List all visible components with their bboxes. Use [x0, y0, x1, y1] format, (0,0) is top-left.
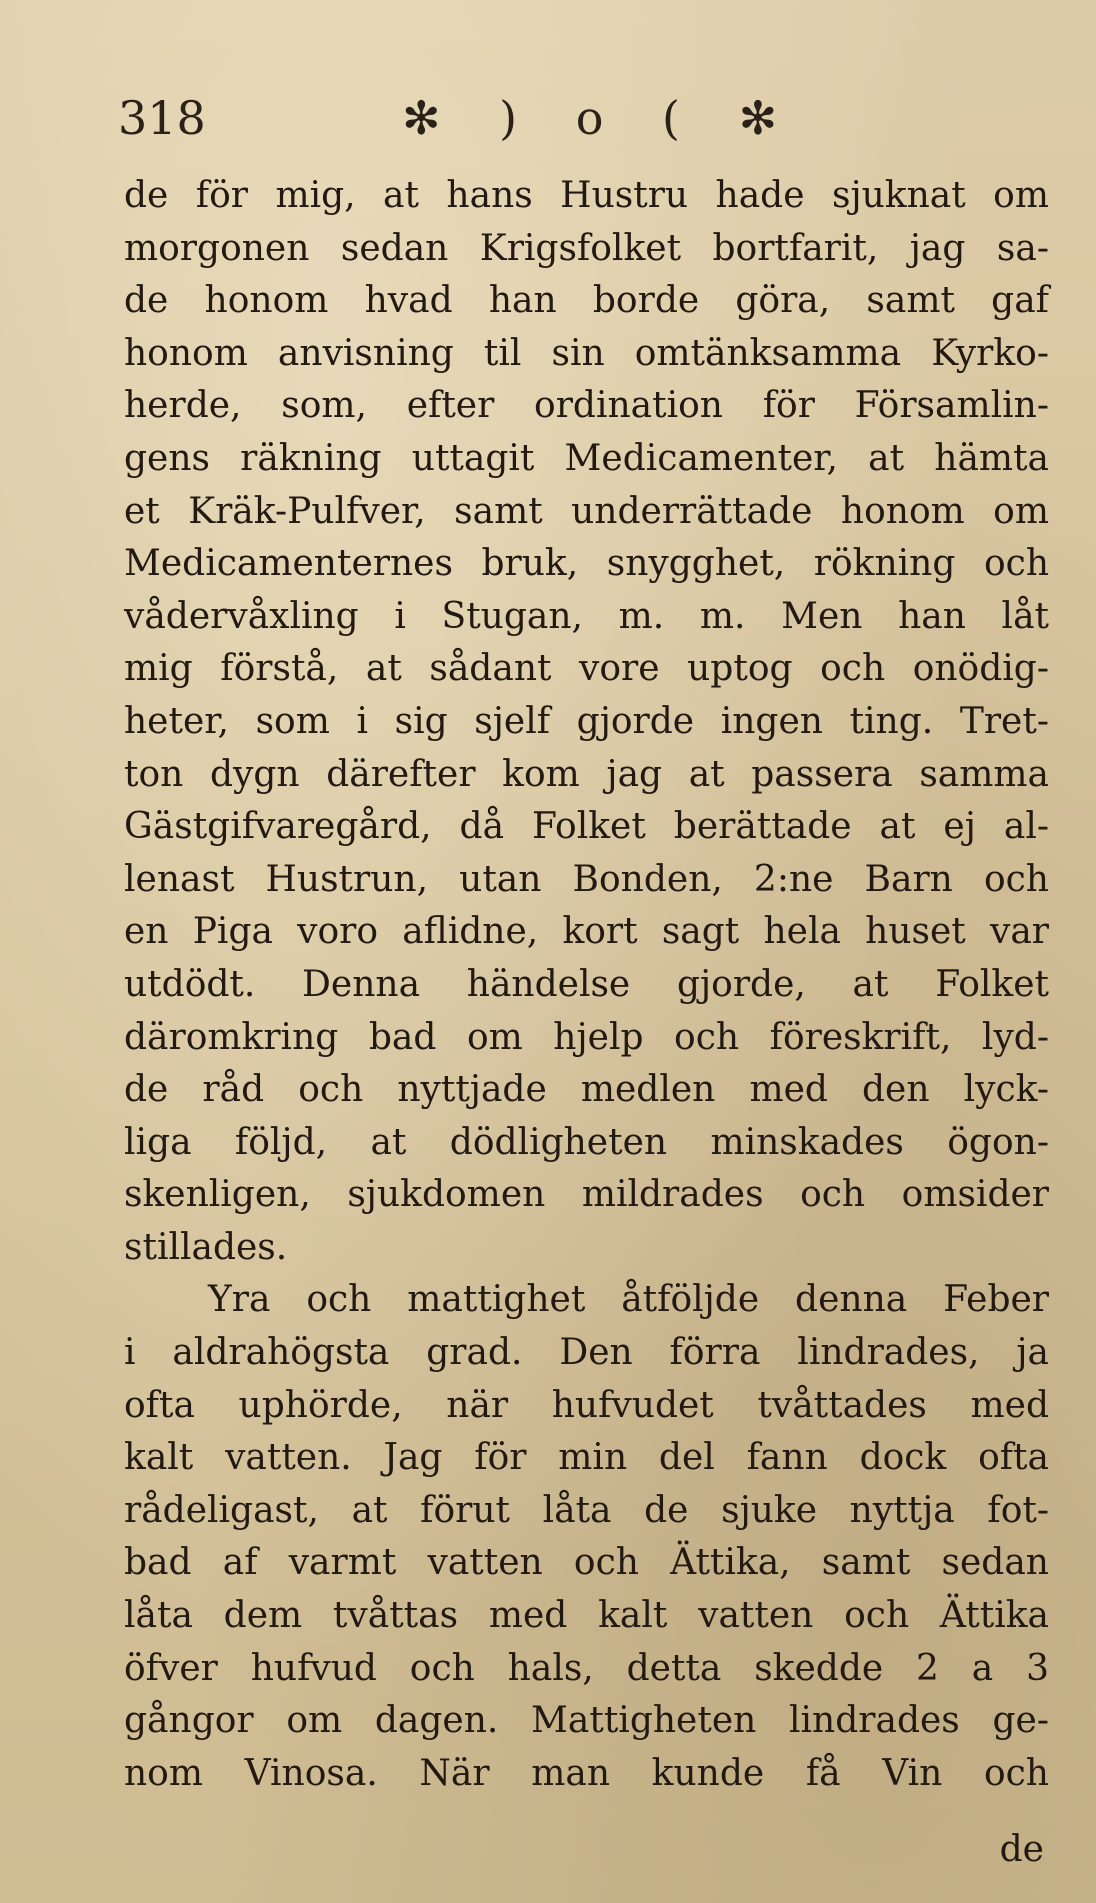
page-header	[0, 88, 1096, 148]
text-line: rådeligast, at förut låta de sjuke nyttja fot-	[124, 1489, 1049, 1531]
page-number: 318	[118, 91, 206, 145]
text-line: et Kräk-Pulfver, samt underrättade honom om	[124, 490, 1049, 532]
text-line: däromkring bad om hjelp och föreskrift, lyd-	[124, 1016, 1049, 1058]
text-line: gångor om dagen. Mattigheten lindrades ge-	[124, 1700, 1049, 1742]
text-line: öfver hufvud och hals, detta skedde 2 a 3	[124, 1647, 1049, 1689]
paragraph-2	[124, 1274, 1049, 1800]
text-line: Gästgifvaregård, då Folket berättade at ej al-	[124, 806, 1049, 848]
text-line: vådervåxling i Stugan, m. m. Men han låt	[124, 595, 1049, 637]
text-line: lenast Hustrun, utan Bonden, 2:ne Barn och	[124, 858, 1049, 900]
text-line: utdödt. Denna händelse gjorde, at Folket	[124, 963, 1049, 1005]
text-line: Medicamenternes bruk, snygghet, rökning och	[124, 543, 1049, 585]
text-line: heter, som i sig sjelf gjorde ingen ting. Tret-	[124, 700, 1049, 742]
text-line: ofta uphörde, när hufvudet tvåttades med	[124, 1384, 1049, 1426]
body-text	[124, 170, 1049, 1800]
text-line: i aldrahögsta grad. Den förra lindrades, ja	[124, 1332, 1049, 1374]
text-line: de för mig, at hans Hustru hade sjuknat om	[124, 175, 1049, 216]
paragraph-1	[124, 170, 1049, 1274]
text-line: kalt vatten. Jag för min del fann dock ofta	[124, 1437, 1049, 1479]
text-line: nom Vinosa. När man kunde få Vin och	[124, 1752, 1049, 1794]
text-line: stillades.	[124, 1226, 288, 1268]
text-line: gens räkning uttagit Medicamenter, at hämta	[124, 437, 1049, 479]
text-line: mig förstå, at sådant vore uptog och onödig-	[124, 648, 1049, 690]
text-line: skenligen, sjukdomen mildrades och omsider	[124, 1174, 1049, 1216]
catchword: de	[999, 1829, 1044, 1870]
text-line: bad af varmt vatten och Ättika, samt sedan	[124, 1542, 1049, 1584]
text-line: en Piga voro aflidne, kort sagt hela huset var	[124, 911, 1049, 953]
text-line: de råd och nyttjade medlen med den lyck-	[124, 1069, 1049, 1111]
text-line: liga följd, at dödligheten minskades ögon-	[124, 1121, 1049, 1163]
text-line: Yra och mattighet åtföljde denna Feber	[208, 1279, 1049, 1321]
text-line: låta dem tvåttas med kalt vatten och Ättika	[124, 1595, 1049, 1637]
text-line: de honom hvad han borde göra, samt gaf	[124, 280, 1049, 322]
text-line: honom anvisning til sin omtänksamma Kyrko-	[124, 332, 1049, 374]
text-line: morgonen sedan Krigsfolket bortfarit, jag sa-	[124, 227, 1049, 269]
header-ornament: ✻ ) o ( ✻	[402, 91, 800, 145]
text-line: ton dygn därefter kom jag at passera samma	[124, 753, 1049, 795]
text-line: herde, som, efter ordination för Församlin-	[124, 385, 1049, 427]
